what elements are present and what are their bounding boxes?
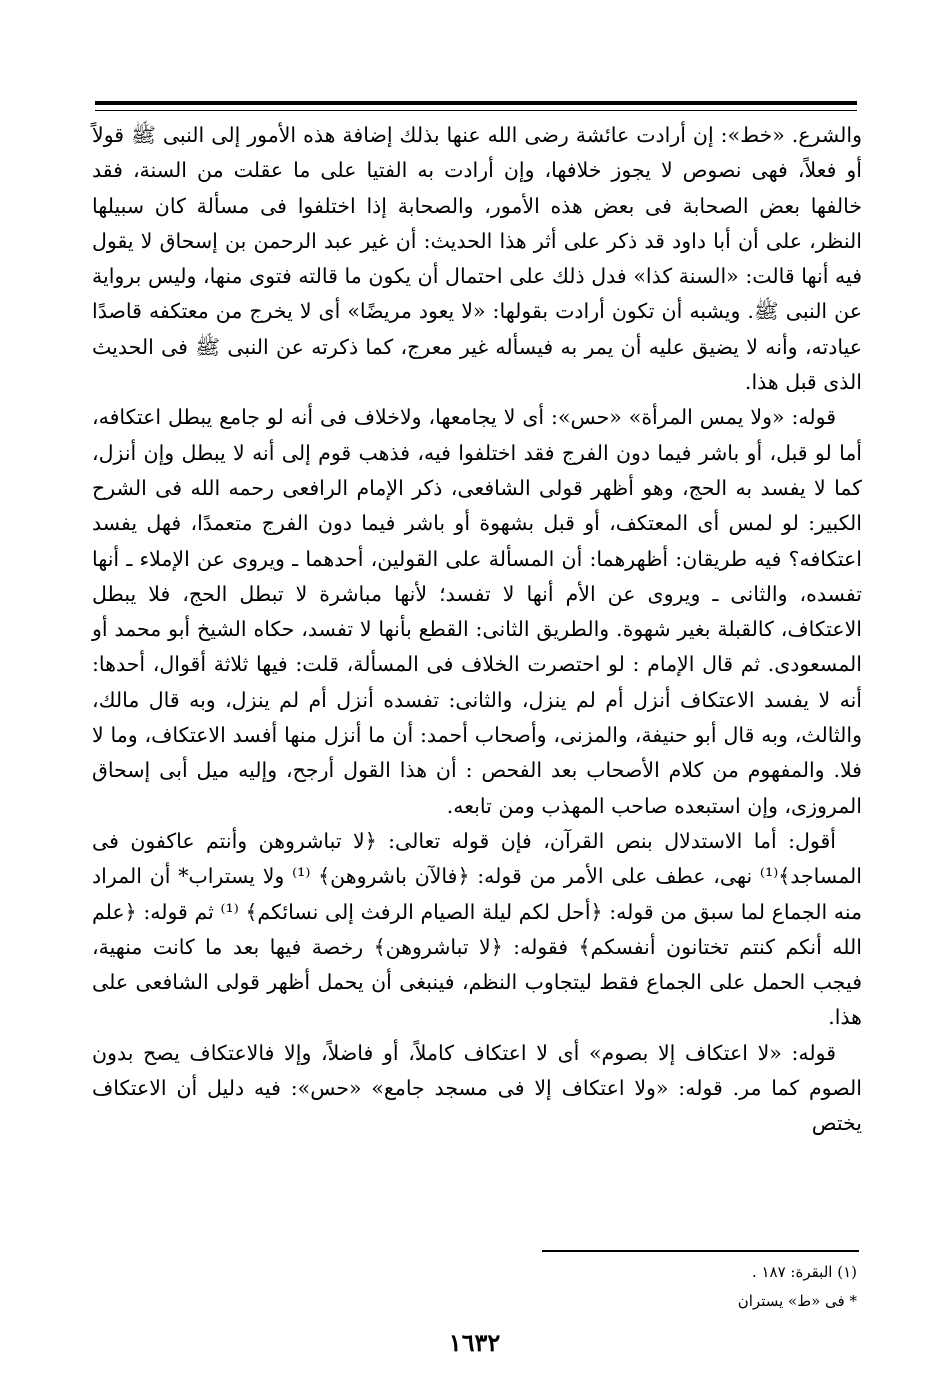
page-number: ١٦٣٢ [448, 1328, 501, 1357]
paragraph-1: والشرع. «خط»: إن أرادت عائشة رضى الله عنها بذلك إضافة هذه الأمور إلى النبى ﷺ قولاً أو فعلاً، فهى نصوص لا يجوز خلافها، وإن أرادت به الفتيا على ما عقلت من السنة، فقد خالفها بعض الصحابة فى بعض هذه الأمور، والصحابة إذا اختلفوا فى مسألة كان سبيلها النظر، على أن أبا داود قد ذكر على أثر هذا الحديث: أن غير عبد الرحمن بن إسحاق لا يقول فيه أنها قالت: «السنة كذا» فدل ذلك على احتمال أن يكون ما قالته فتوى منها، وليس برواية عن النبى ﷺ. ويشبه أن تكون أرادت بقولها: «لا يعود مريضًا» أى لا يخرج من معتكفه قاصدًا عيادته، وأنه لا يضيق عليه أن يمر به فيسأله غير معرج، كما ذكرته عن النبى ﷺ فى الحديث الذى قبل هذا. [92, 123, 862, 395]
footnote-2: * فى «ط» يستران [737, 1292, 857, 1310]
footnotes [497, 1258, 857, 1316]
header-rule-thick [95, 101, 857, 105]
header-rule-thin [95, 110, 857, 111]
footnote-separator [542, 1250, 859, 1252]
paragraph-4: قوله: «لا اعتكاف إلا بصوم» أى لا اعتكاف كاملاً، أو فاضلاً، وإلا فالاعتكاف يصح بدون الصوم كما مر. قوله: «ولا اعتكاف إلا فى مسجد جامع» «حس»: فيه دليل أن الاعتكاف يختص [92, 1040, 862, 1136]
footnote-1: (١) البقرة: ١٨٧ . [751, 1263, 857, 1281]
main-text-block [92, 118, 862, 1142]
paragraph-3: أقول: أما الاستدلال بنص القرآن، فإن قوله تعالى: ﴿لا تباشروهن وأنتم عاكفون فى المساجد﴾⁽¹⁾ نهى، عطف على الأمر من قوله: ﴿فالآن باشروهن﴾ ⁽¹⁾ ولا يستراب* أن المراد منه الجماع لما سبق من قوله: ﴿أحل لكم ليلة الصيام الرفث إلى نسائكم﴾ ⁽¹⁾ ثم قوله: ﴿علم الله أنكم كنتم تختانون أنفسكم﴾ فقوله: ﴿لا تباشروهن﴾ رخصة فيها بعد ما كانت منهية، فيجب الحمل على الجماع فقط ليتجاوب النظم، فينبغى أن يحمل أظهر قولى الشافعى على هذا. [92, 828, 862, 1030]
paragraph-2: قوله: «ولا يمس المرأة» «حس»: أى لا يجامعها، ولاخلاف فى أنه لو جامع يبطل اعتكافه، أما لو قبل، أو باشر فيما دون الفرج فقد اختلفوا فيه، فذهب قوم إلى أنه لا يبطل وإن أنزل، كما لا يفسد به الحج، وهو أظهر قولى الشافعى، ذكر الإمام الرافعى رحمه الله فى الشرح الكبير: لو لمس أى المعتكف، أو قبل بشهوة أو باشر فيما دون الفرج متعمدًا، فهل يفسد اعتكافه؟ فيه طريقان: أظهرهما: أن المسألة على القولين، أحدهما ـ ويروى عن الإملاء ـ أنها تفسده، والثانى ـ ويروى عن الأم أنها لا تفسد؛ لأنها مباشرة لا تبطل الحج، فلا يبطل الاعتكاف، كالقبلة بغير شهوة. والطريق الثانى: القطع بأنها لا تفسد، حكاه الشيخ أبو محمد أو المسعودى. ثم قال الإمام : لو احتصرت الخلاف فى المسألة، قلت: فيها ثلاثة أقوال، أحدها: أنه لا يفسد الاعتكاف أنزل أم لم ينزل، والثانى: تفسده أنزل أم لم ينزل، وبه قال مالك، والثالث، وبه قال أبو حنيفة، والمزنى، وأصحاب أحمد: أن ما أنزل منها أفسد الاعتكاف، وما لا فلا. والمفهوم من كلام الأصحاب بعد الفحص : أن هذا القول أرجح، وإليه ميل أبى إسحاق المروزى، وإن استبعده صاحب المهذب ومن تابعه. [92, 405, 862, 818]
